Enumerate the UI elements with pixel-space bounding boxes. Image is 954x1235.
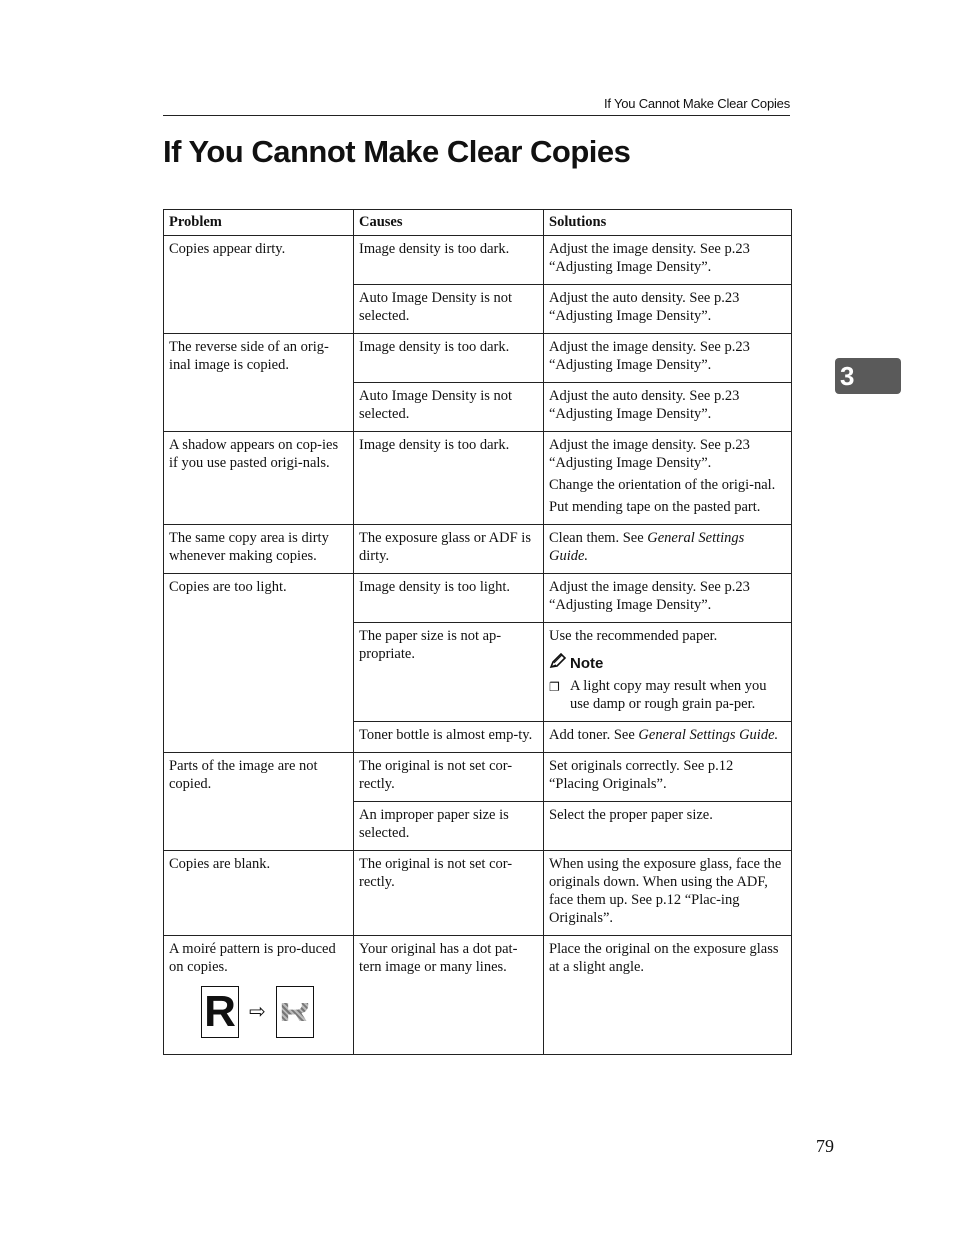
- cause-cell: Image density is too dark.: [354, 432, 544, 525]
- header-problem: Problem: [164, 210, 354, 236]
- table-row: [164, 334, 792, 383]
- table-header-row: [164, 210, 792, 236]
- solution-cell: [544, 525, 792, 574]
- problem-cell: The reverse side of an orig-inal image is copied.: [164, 334, 354, 432]
- manual-reference: General Settings Guide.: [638, 727, 779, 743]
- solution-cell: [544, 334, 792, 383]
- solution-text: Adjust the image density. See p.23 “Adjusting Image Density”.: [549, 579, 750, 613]
- solution-text: Use the recommended paper.: [549, 628, 718, 644]
- solution-cell: [544, 383, 792, 432]
- cause-cell: Image density is too dark.: [354, 334, 544, 383]
- problem-cell: [164, 936, 354, 1055]
- table-row: [164, 851, 792, 936]
- table-row: [164, 753, 792, 802]
- solution-text: Change the orientation of the origi-nal.: [549, 477, 776, 493]
- page-number: 79: [816, 1136, 834, 1156]
- arrow-right-icon: ⇨: [249, 1001, 266, 1023]
- original-r-figure: R: [201, 986, 239, 1038]
- troubleshooting-table: [163, 209, 792, 1055]
- table-row: [164, 574, 792, 623]
- page-title: If You Cannot Make Clear Copies: [163, 134, 631, 169]
- solution-text: Adjust the auto density. See p.23 “Adjusting Image Density”.: [549, 388, 740, 422]
- note-heading: [549, 653, 786, 674]
- solution-text: Add toner. See: [549, 727, 639, 743]
- cause-cell: An improper paper size is selected.: [354, 802, 544, 851]
- header-solutions: Solutions: [544, 210, 792, 236]
- solution-text: Select the proper paper size.: [549, 807, 713, 823]
- solution-cell: [544, 432, 792, 525]
- cause-cell: The paper size is not ap-propriate.: [354, 623, 544, 722]
- solution-cell: [544, 851, 792, 936]
- solution-text: Adjust the auto density. See p.23 “Adjusting Image Density”.: [549, 290, 740, 324]
- cause-cell: The original is not set cor-rectly.: [354, 753, 544, 802]
- header-causes: Causes: [354, 210, 544, 236]
- note-item: [549, 677, 786, 713]
- problem-cell: The same copy area is dirty whenever making copies.: [164, 525, 354, 574]
- cause-cell: Image density is too dark.: [354, 236, 544, 285]
- solution-text: Adjust the image density. See p.23 “Adjusting Image Density”.: [549, 241, 750, 275]
- solution-cell: [544, 936, 792, 1055]
- cause-cell: Auto Image Density is not selected.: [354, 383, 544, 432]
- moire-r-figure: R: [276, 986, 314, 1038]
- solution-cell: [544, 236, 792, 285]
- solution-cell: [544, 574, 792, 623]
- cause-cell: The original is not set cor-rectly.: [354, 851, 544, 936]
- solution-text: Put mending tape on the pasted part.: [549, 499, 761, 515]
- note-title: Note: [570, 654, 604, 672]
- solution-text: Adjust the image density. See p.23 “Adjusting Image Density”.: [549, 339, 750, 373]
- table-row: [164, 525, 792, 574]
- problem-cell: Copies are blank.: [164, 851, 354, 936]
- table-row: [164, 236, 792, 285]
- chapter-tab: 3: [835, 358, 901, 394]
- problem-cell: Copies are too light.: [164, 574, 354, 753]
- problem-cell: Parts of the image are not copied.: [164, 753, 354, 851]
- solution-text: When using the exposure glass, face the originals down. When using the ADF, face them up. See p.12 “Plac-ing Originals”.: [549, 856, 782, 926]
- solution-cell: [544, 285, 792, 334]
- solution-text: Place the original on the exposure glass at a slight angle.: [549, 941, 779, 975]
- note-text: A light copy may result when you use damp or rough grain pa-per.: [570, 678, 767, 712]
- cause-cell: Image density is too light.: [354, 574, 544, 623]
- table-row: [164, 432, 792, 525]
- cause-cell: Toner bottle is almost emp-ty.: [354, 722, 544, 753]
- manual-reference: General Settings Guide.: [549, 530, 745, 564]
- problem-text: A moiré pattern is pro-duced on copies.: [169, 941, 336, 975]
- moire-illustration: [201, 986, 348, 1038]
- cause-cell: The exposure glass or ADF is dirty.: [354, 525, 544, 574]
- solution-cell: [544, 623, 792, 722]
- checkbox-icon: ❐: [549, 680, 560, 694]
- pencil-icon: [549, 653, 567, 674]
- solution-cell: [544, 802, 792, 851]
- solution-cell: [544, 753, 792, 802]
- cause-cell: Auto Image Density is not selected.: [354, 285, 544, 334]
- solution-text: Adjust the image density. See p.23 “Adjusting Image Density”.: [549, 437, 750, 471]
- cause-cell: Your original has a dot pat-tern image or many lines.: [354, 936, 544, 1055]
- solution-cell: [544, 722, 792, 753]
- solution-text: Clean them. See: [549, 530, 648, 546]
- problem-cell: Copies appear dirty.: [164, 236, 354, 334]
- problem-cell: A shadow appears on cop-ies if you use pasted origi-nals.: [164, 432, 354, 525]
- solution-text: Set originals correctly. See p.12 “Placing Originals”.: [549, 758, 734, 792]
- table-row: [164, 936, 792, 1055]
- running-header: If You Cannot Make Clear Copies: [163, 96, 790, 116]
